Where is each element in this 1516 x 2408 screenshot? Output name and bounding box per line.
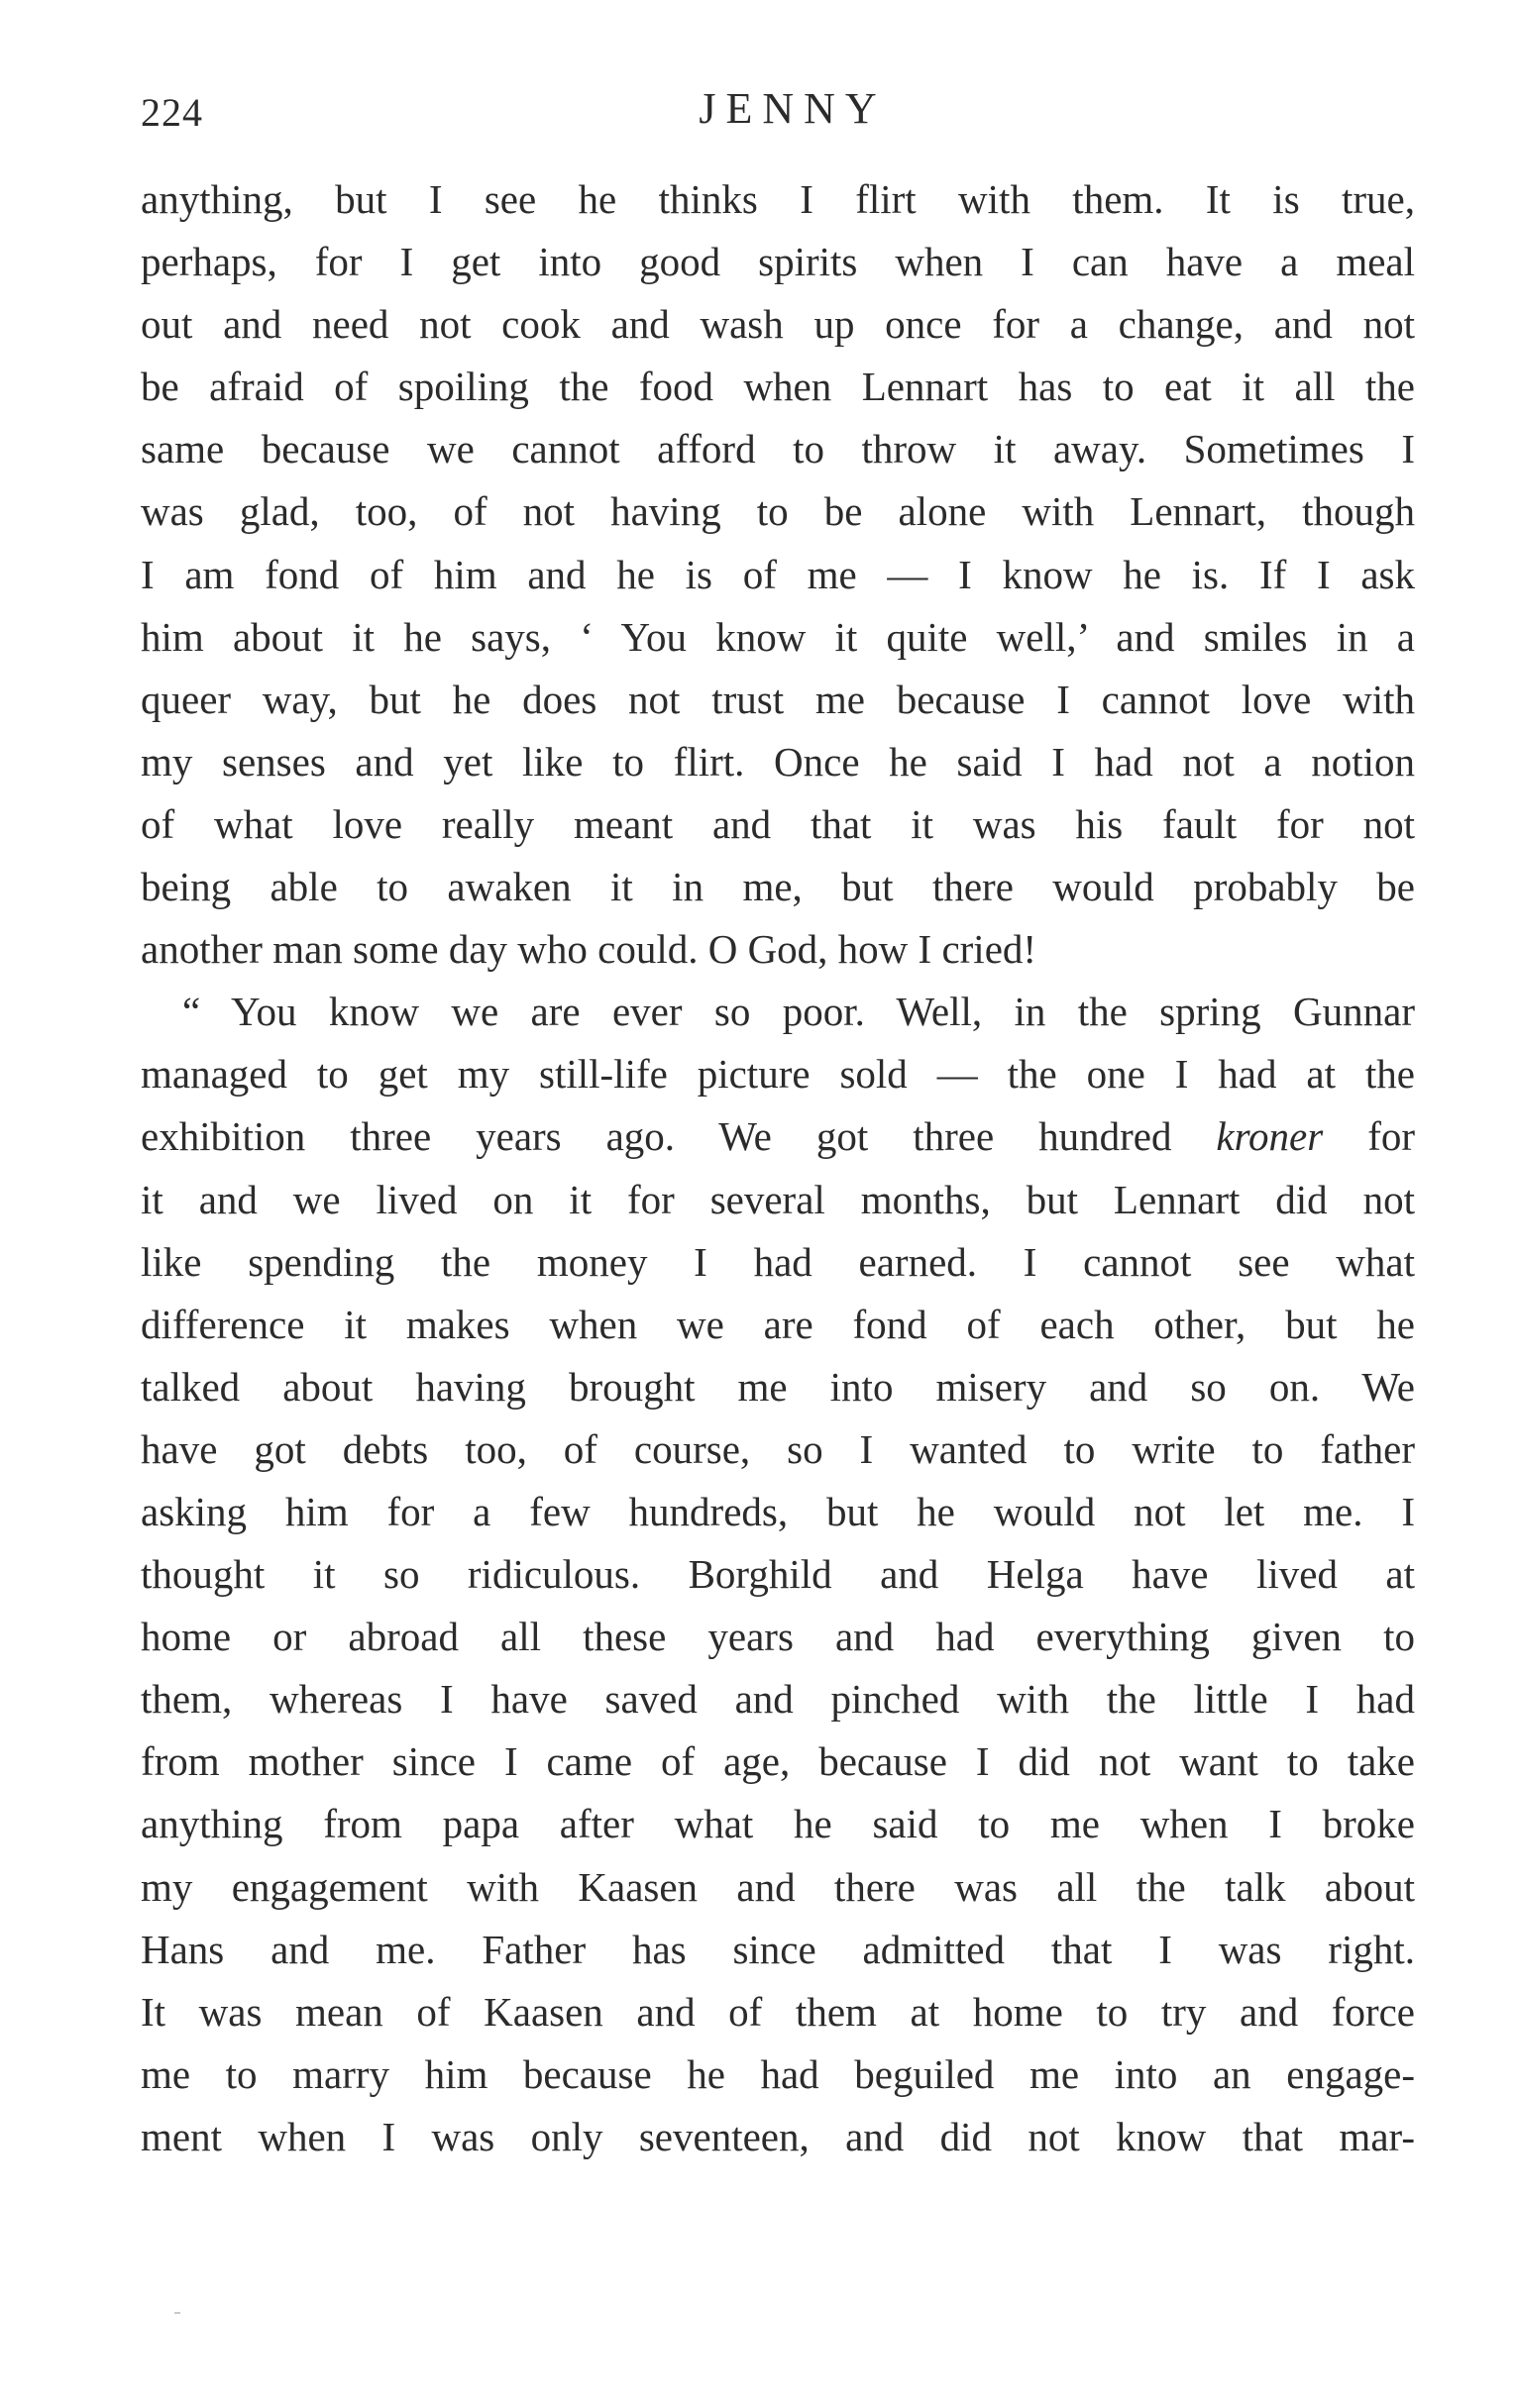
text-line: thought it so ridiculous. Borghild and Helga have lived at xyxy=(141,1551,1415,1598)
text-line: queer way, but he does not trust me because I cannot love with xyxy=(141,676,1415,722)
text-line: have got debts too, of course, so I wanted to write to father xyxy=(141,1425,1415,1472)
text-line: Hans and me. Father has since admitted that I was right. xyxy=(141,1926,1415,1972)
text-line: my senses and yet like to flirt. Once he said I had not a notion xyxy=(141,738,1415,785)
body-text xyxy=(141,168,1415,2168)
text-line: them, whereas I have saved and pinched with the little I had xyxy=(141,1676,1415,1723)
text-line: home or abroad all these years and had everything given to xyxy=(141,1614,1415,1660)
text-line: it and we lived on it for several months, but Lennart did not xyxy=(141,1176,1415,1222)
text-line: my engagement with Kaasen and there was all the talk about xyxy=(141,1863,1415,1910)
page-header xyxy=(141,83,1415,143)
text-line: being able to awaken it in me, but there would probably be xyxy=(141,864,1415,910)
text-line: anything from papa after what he said to me when I broke xyxy=(141,1801,1415,1847)
text-line-with-italic xyxy=(141,1105,1415,1168)
text-line: me to marry him because he had beguiled me into an engage- xyxy=(141,2050,1415,2097)
text-line: him about it he says, ‘ You know it quite well,’ and smiles in a xyxy=(141,613,1415,660)
text-line: was glad, too, of not having to be alone with Lennart, though xyxy=(141,488,1415,535)
text-line: I am fond of him and he is of me — I know he is. If I ask xyxy=(141,551,1415,597)
text-line: difference it makes when we are fond of each other, but he xyxy=(141,1301,1415,1347)
text-line: “ You know we are ever so poor. Well, in the spring Gunnar xyxy=(182,989,1415,1035)
text-line: like spending the money I had earned. I cannot see what xyxy=(141,1238,1415,1285)
text-line: talked about having brought me into misery and so on. We xyxy=(141,1363,1415,1410)
text-line: of what love really meant and that it was his fault for not xyxy=(141,800,1415,847)
text-line: anything, but I see he thinks I flirt with them. It is true, xyxy=(141,176,1415,222)
text-line: asking him for a few hundreds, but he would not let me. I xyxy=(141,1488,1415,1534)
italic-word: kroner xyxy=(1216,1113,1324,1160)
scan-mark xyxy=(174,2312,180,2314)
page-number: 224 xyxy=(141,90,203,135)
text-line: managed to get my still-life picture sold — the one I had at the xyxy=(141,1051,1415,1098)
text-line: from mother since I came of age, because I did not want to take xyxy=(141,1738,1415,1785)
text-line: ment when I was only seventeen, and did not know that mar- xyxy=(141,2113,1415,2159)
text-segment: exhibition three years ago. We got three hundred xyxy=(141,1113,1172,1160)
text-line: It was mean of Kaasen and of them at home to try and force xyxy=(141,1988,1415,2035)
running-title: JENNY xyxy=(699,84,887,133)
text-line: perhaps, for I get into good spirits when I can have a meal xyxy=(141,239,1415,285)
text-line: another man some day who could. O God, how I cried! xyxy=(141,926,1037,973)
text-segment: for xyxy=(1367,1113,1415,1160)
text-line: out and need not cook and wash up once for a change, and not xyxy=(141,301,1415,348)
text-line: be afraid of spoiling the food when Lennart has to eat it all the xyxy=(141,364,1415,410)
text-line: same because we cannot afford to throw it away. Sometimes I xyxy=(141,426,1415,472)
